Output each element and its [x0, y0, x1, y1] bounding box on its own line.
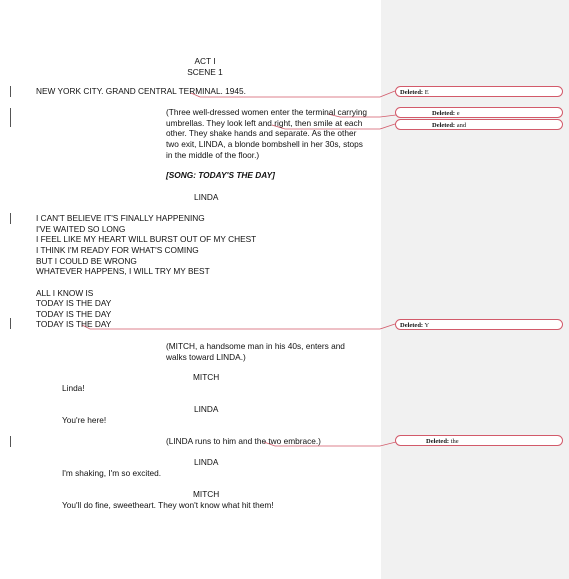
- act-heading: ACT I: [194, 56, 216, 66]
- revision-balloon[interactable]: [395, 119, 563, 130]
- character-name: MITCH: [193, 489, 220, 499]
- revision-text: and: [456, 122, 467, 129]
- stage-direction: (MITCH, a handsome man in his 40s, enters and walks toward LINDA.): [166, 341, 345, 362]
- character-name: LINDA: [194, 404, 219, 414]
- lyric-line: WHATEVER HAPPENS, I WILL TRY MY BEST: [36, 266, 210, 276]
- revision-label: Deleted:: [426, 438, 450, 445]
- character-name: LINDA: [194, 457, 219, 467]
- revision-balloon[interactable]: [395, 319, 563, 330]
- revision-text: e: [456, 110, 460, 117]
- stage-direction: (Three well-dressed women enter the terminal carrying umbrellas. They look left and right, then smile at each other. They shake hands and separate. As the other two exit, LINDA, a blonde bombshell in her 30s, stops in the middle of the floor.): [166, 107, 368, 160]
- dialogue-line: I'm shaking, I'm so excited.: [62, 468, 162, 478]
- revision-label: Deleted:: [432, 110, 456, 117]
- lyric-line: I CAN'T BELIEVE IT'S FINALLY HAPPENING: [36, 213, 205, 223]
- lyric-line: ALL I KNOW IS: [36, 288, 94, 298]
- lyric-line: TODAY IS THE DAY: [36, 309, 112, 319]
- change-bar: [10, 86, 11, 97]
- revision-balloon[interactable]: [395, 107, 563, 118]
- dialogue-line: You'll do fine, sweetheart. They won't know what hit them!: [62, 500, 274, 510]
- character-name: MITCH: [193, 372, 220, 382]
- lyric-line: TODAY IS THE DAY: [36, 298, 112, 308]
- lyric-line: I'VE WAITED SO LONG: [36, 224, 126, 234]
- change-bar: [10, 436, 11, 447]
- stage-direction: (LINDA runs to him and the two embrace.): [166, 436, 321, 446]
- revision-label: Deleted:: [400, 322, 424, 329]
- revision-text: E: [424, 89, 429, 96]
- lyric-line: TODAY IS THE DAY: [36, 319, 112, 329]
- scene-setting: NEW YORK CITY. GRAND CENTRAL TERMINAL. 1945.: [36, 86, 246, 96]
- revision-label: Deleted:: [400, 89, 424, 96]
- revision-balloon[interactable]: [395, 86, 563, 97]
- lyric-line: I FEEL LIKE MY HEART WILL BURST OUT OF MY CHEST: [36, 234, 257, 244]
- song-title: [SONG: TODAY'S THE DAY]: [166, 170, 275, 180]
- revision-text: Y: [424, 322, 430, 329]
- revision-text: the: [450, 438, 459, 445]
- lyric-line: I THINK I'M READY FOR WHAT'S COMING: [36, 245, 199, 255]
- change-bar: [10, 108, 11, 127]
- change-bar: [10, 318, 11, 329]
- dialogue-line: You're here!: [62, 415, 107, 425]
- change-bar: [10, 213, 11, 224]
- character-name: LINDA: [194, 192, 219, 202]
- revision-label: Deleted:: [432, 122, 456, 129]
- scene-heading: SCENE 1: [187, 67, 223, 77]
- dialogue-line: Linda!: [62, 383, 85, 393]
- lyric-line: BUT I COULD BE WRONG: [36, 256, 137, 266]
- revision-balloon[interactable]: [395, 435, 563, 446]
